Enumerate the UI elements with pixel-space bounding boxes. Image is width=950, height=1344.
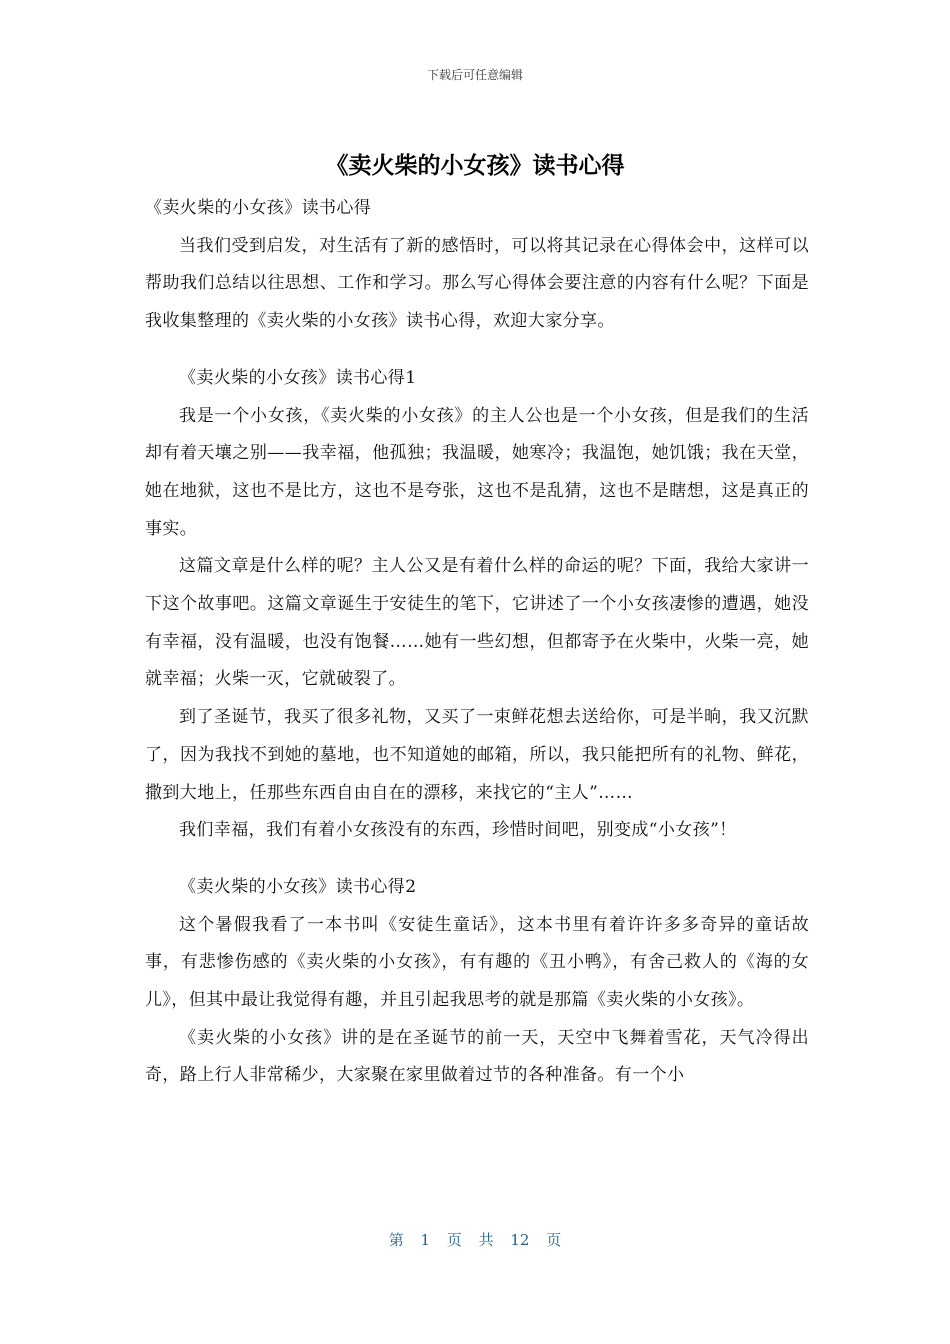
page-number-footer: 第 1 页 共 12 页 (388, 1231, 562, 1249)
section1-paragraph: 我们幸福，我们有着小女孩没有的东西，珍惜时间吧，别变成“小女孩”！ (179, 820, 737, 841)
section-heading-2: 《卖火柴的小女孩》读书心得2 (179, 876, 417, 897)
section1-paragraph: 到了圣诞节，我买了很多礼物，又买了一束鲜花想去送给你，可是半晌，我又沉默了，因为我找不到她的墓地，也不知道她的邮箱，所以，我只能把所有的礼物、鲜花，撒到大地上，任那些东西自由自在的漂移，来找它的“主人”…… (145, 707, 809, 803)
section2-paragraph: 《卖火柴的小女孩》讲的是在圣诞节的前一天，天空中飞舞着雪花，天气冷得出奇，路上行人非常稀少，大家聚在家里做着过节的各种准备。有一个小 (145, 1027, 809, 1086)
section-heading-1: 《卖火柴的小女孩》读书心得1 (179, 367, 417, 388)
intro-paragraph: 当我们受到启发，对生活有了新的感悟时，可以将其记录在心得体会中，这样可以帮助我们总结以往思想、工作和学习。那么写心得体会要注意的内容有什么呢？下面是我收集整理的《卖火柴的小女孩》读书心得，欢迎大家分享。 (145, 235, 809, 332)
section-gap (145, 850, 809, 869)
section1-paragraph: 这篇文章是什么样的呢？主人公又是有着什么样的命运的呢？下面，我给大家讲一下这个故事吧。这篇文章诞生于安徒生的笔下，它讲述了一个小女孩凄惨的遭遇，她没有幸福，没有温暖，也没有饱餐……她有一些幻想，但都寄予在火柴中，火柴一亮，她就幸福；火柴一灭，它就破裂了。 (145, 556, 809, 690)
header-note: 下载后可任意编辑 (426, 68, 523, 82)
section2-paragraph: 这个暑假我看了一本书叫《安徒生童话》，这本书里有着许许多多奇异的童话故事，有悲惨伤感的《卖火柴的小女孩》，有有趣的《丑小鸭》，有舍己救人的《海的女儿》，但其中最让我觉得有趣，并且引起我思考的就是那篇《卖火柴的小女孩》。 (145, 914, 809, 1011)
section-gap (145, 341, 809, 360)
section1-paragraph: 我是一个小女孩，《卖火柴的小女孩》的主人公也是一个小女孩，但是我们的生活却有着天壤之别——我幸福，他孤独；我温暖，她寒冷；我温饱，她饥饿；我在天堂，她在地狱，这也不是比方，这也不是夸张，这也不是乱猜，这也不是瞎想，这是真正的事实。 (145, 405, 809, 539)
document-title: 《卖火柴的小女孩》读书心得 (325, 153, 625, 179)
document-body (145, 190, 809, 1095)
document-subtitle: 《卖火柴的小女孩》读书心得 (145, 198, 372, 218)
